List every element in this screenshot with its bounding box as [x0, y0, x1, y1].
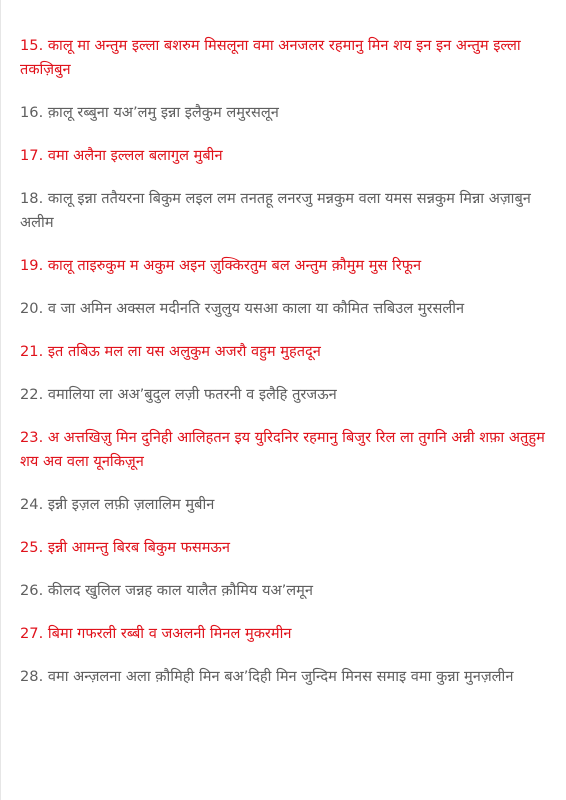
verse-26: 26. कीलद खुलिल जन्नह काल यालैत क़ौमिय यअ’लमून	[20, 582, 313, 599]
verse-22: 22. वमालिया ला अअ’बुदुल लज़ी फतरनी व इलैहि तुरजऊन	[20, 386, 337, 403]
verse-17: 17. वमा अलैना इल्लल बलागुल मुबीन	[20, 147, 223, 164]
verse-19: 19. कालू ताइरुकुम म अकुम अइन ज़ुक्किरतुम बल अन्तुम क़ौमुम मुस रिफून	[20, 257, 422, 274]
verse-27: 27. बिमा गफरली रब्बी व जअलनी मिनल मुकरमीन	[20, 625, 292, 642]
verse-16: 16. क़ालू रब्बुना यअ’लमु इन्ना इलैकुम लमुरसलून	[20, 104, 279, 121]
verse-list	[20, 34, 556, 708]
verse-25: 25. इन्नी आमन्तु बिरब बिकुम फसमऊन	[20, 539, 230, 556]
verse-18: 18. कालू इन्ना ततैयरना बिकुम लइल लम तनतहू लनरजु मन्नकुम वला यमस सन्नकुम मिन्ना अज़ाबुन अलीम	[20, 190, 531, 231]
verse-21: 21. इत तबिऊ मल ला यस अलुकुम अजरौ वहुम मुहतदून	[20, 343, 321, 360]
left-divider	[0, 0, 1, 800]
verse-24: 24. इन्नी इज़ल लफ़ी ज़लालिम मुबीन	[20, 496, 215, 513]
verse-15: 15. कालू मा अन्तुम इल्ला बशरुम मिसलूना वमा अनजलर रहमानु मिन शय इन इन अन्तुम इल्ला तकज़िबुन	[20, 37, 521, 78]
verse-28: 28. वमा अन्ज़लना अला क़ौमिही मिन बअ’दिही मिन जुन्दिम मिनस समाइ वमा कुन्ना मुनज़लीन	[20, 668, 514, 685]
verse-20: 20. व जा अमिन अक्सल मदीनति रजुलुय यसआ काला या कौमित त्तबिउल मुरसलीन	[20, 300, 465, 317]
verse-23: 23. अ अत्तखिज़ु मिन दुनिही आलिहतन इय युरिदनिर रहमानु बिजुर रिल ला तुगनि अन्नी शफ़ा अतुहुम शय अव वला यूनकिज़ून	[20, 429, 545, 470]
